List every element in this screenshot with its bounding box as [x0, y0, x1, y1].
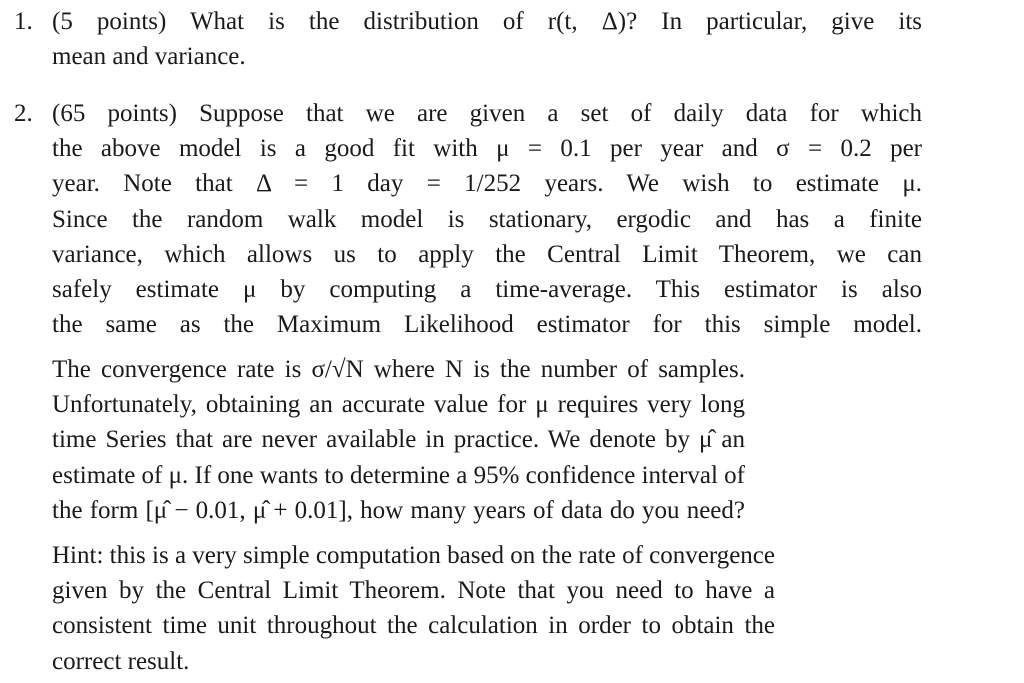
text-line: consistent time unit throughout the calculation in order to obtain the: [52, 612, 775, 640]
text-line: The convergence rate is σ/√N where N is the number of samples.: [52, 356, 745, 383]
text-line: year. Note that Δ = 1 day = 1/252 years. We wish to estimate μ.: [52, 170, 922, 198]
text-line: estimate of μ. If one wants to determine a 95% confidence interval of: [52, 461, 745, 489]
text-line: the same as the Maximum Likelihood estimator for this simple model.: [52, 311, 922, 339]
text-line: given by the Central Limit Theorem. Note that you need to have a: [52, 577, 775, 605]
problem-paragraph: [52, 352, 745, 528]
text-line: the form [μ̂ − 0.01, μ̂ + 0.01], how many years of data do you need?: [52, 496, 745, 524]
text-line: correct result.: [52, 647, 190, 675]
hint-paragraph: [52, 538, 775, 679]
problem-paragraph: [52, 4, 922, 74]
text-line: variance, which allows us to apply the Central Limit Theorem, we can: [52, 240, 922, 268]
text-line: (5 points) What is the distribution of r(t, Δ)? In particular, give its: [52, 8, 922, 35]
text-line: Hint: this is a very simple computation based on the rate of convergence: [52, 542, 775, 569]
text-line: the above model is a good fit with μ = 0.1 per year and σ = 0.2 per: [52, 135, 922, 163]
text-line: safely estimate μ by computing a time-average. This estimator is also: [52, 275, 922, 303]
text-line: mean and variance.: [52, 43, 246, 71]
text-line: Unfortunately, obtaining an accurate value for μ requires very long: [52, 391, 745, 419]
problem-paragraph: [52, 96, 922, 342]
problem-number: 2.: [14, 100, 33, 127]
text-line: Since the random walk model is stationary, ergodic and has a finite: [52, 205, 922, 233]
problem-body: [52, 96, 922, 675]
text-line: time Series that are never available in practice. We denote by μ̂ an: [52, 426, 745, 454]
text-line: (65 points) Suppose that we are given a set of daily data for which: [52, 100, 922, 127]
problem-number: 1.: [14, 8, 33, 35]
problem-body: [52, 4, 922, 74]
